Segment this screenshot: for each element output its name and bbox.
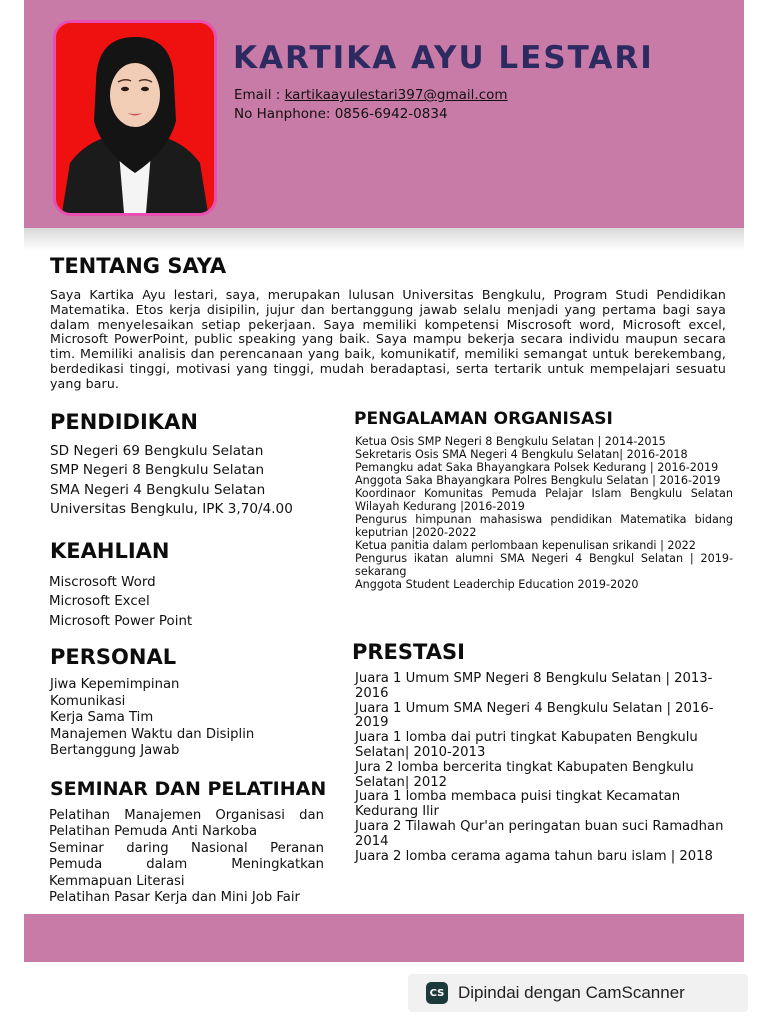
seminar-list: [49, 808, 324, 906]
seminar-item: Pelatihan Manajemen Organisasi dan Pelatihan Pemuda Anti Narkoba: [49, 808, 324, 840]
organization-item: Ketua panitia dalam perlombaan kepenulisan srikandi | 2022: [355, 539, 696, 552]
organization-item: Ketua Osis SMP Negeri 8 Bengkulu Selatan | 2014-2015: [355, 435, 666, 448]
phone-line: No Hanphone: 0856-6942-0834: [234, 106, 448, 122]
organization-item: Koordinaor Komunitas Pemuda Pelajar Islam Bengkulu Selatan Wilayah Kedurang |2016-2019: [355, 487, 733, 513]
education-item: SMA Negeri 4 Bengkulu Selatan: [50, 481, 266, 498]
email-line: [234, 87, 508, 103]
email-label: Email :: [234, 87, 285, 103]
prestasi-item: Juara 2 Tilawah Qur'an peringatan buan suci Ramadhan 2014: [355, 818, 724, 849]
seminar-item: Seminar daring Nasional Peranan Pemuda dalam Meningkatkan Kemmapuan Literasi: [49, 840, 324, 889]
seminar-item: Pelatihan Pasar Kerja dan Mini Job Fair: [49, 890, 300, 906]
organization-list: [355, 435, 733, 591]
skills-title: KEAHLIAN: [50, 539, 170, 563]
email-link[interactable]: kartikaayulestari397@gmail.com: [284, 87, 508, 103]
profile-photo: [53, 20, 217, 216]
skill-item: Miscrosoft Word: [49, 575, 156, 590]
footer-band: [24, 914, 744, 962]
prestasi-item: Juara 2 lomba cerama agama tahun baru islam | 2018: [355, 848, 713, 864]
prestasi-item: Juara 1 lomba dai putri tingkat Kabupaten Bengkulu Selatan| 2010-2013: [355, 730, 698, 760]
portrait-illustration: [56, 23, 214, 213]
seminar-title: SEMINAR DAN PELATIHAN: [50, 778, 327, 800]
personal-title: PERSONAL: [50, 645, 177, 669]
header-shadow: [24, 228, 744, 250]
about-title: TENTANG SAYA: [50, 254, 227, 278]
prestasi-item: Juara 1 lomba membaca puisi tingkat Kecamatan Kedurang Ilir: [355, 789, 681, 820]
personal-item: Bertanggung Jawab: [50, 743, 180, 759]
personal-item: Kerja Sama Tim: [50, 710, 154, 726]
education-item: Universitas Bengkulu, IPK 3,70/4.00: [50, 500, 293, 517]
skills-list: [49, 573, 192, 631]
prestasi-list: [355, 672, 740, 864]
organization-item: Anggota Saka Bhayangkara Polres Bengkulu Selatan | 2016-2019: [355, 474, 721, 487]
organization-item: Pengurus himpunan mahasiswa pendidikan Matematika bidang keputrian |2020-2022: [355, 513, 733, 539]
prestasi-item: Jura 2 lomba bercerita tingkat Kabupaten Bengkulu Selatan| 2012: [355, 759, 694, 790]
education-title: PENDIDIKAN: [50, 410, 198, 434]
organization-item: Sekretaris Osis SMA Negeri 4 Bengkulu Selatan| 2016-2018: [355, 448, 688, 461]
personal-item: Komunikasi: [50, 693, 126, 709]
camscanner-watermark: [408, 974, 748, 1012]
camscanner-label: Dipindai dengan CamScanner: [458, 983, 685, 1002]
resume-page: [24, 0, 744, 962]
personal-list: [50, 677, 254, 760]
camscanner-icon: CS: [426, 982, 448, 1004]
education-item: SD Negeri 69 Bengkulu Selatan: [50, 443, 264, 459]
about-text: Saya Kartika Ayu lestari, saya, merupakan lulusan Universitas Bengkulu, Program Studi Pendidikan Matematika. Etos kerja disipilin, jujur dan bertanggung jawab selalu menjadi yang pertama bagi saya dalam menyelesaikan setiap pekerjaan. Saya memiliki kompetensi Miscrosoft word, Microsoft excel, Microsoft PowerPoint, public speaking yang baik. Saya mampu bekerja secara individu maupun secara tim. Memiliki analisis dan perencanaan yang baik, komunikatif, memiliki semangat untuk berekembang, berdedikasi tinggi, motivasi yang tinggi, mudah beradaptasi, serta tertarik untuk mempelajari sesuatu yang baru.: [50, 287, 726, 391]
education-list: [50, 442, 293, 519]
organization-title: PENGALAMAN ORGANISASI: [354, 409, 613, 429]
candidate-name: KARTIKA AYU LESTARI: [233, 40, 654, 76]
personal-item: Manajemen Waktu dan Disiplin: [50, 726, 255, 742]
prestasi-title: PRESTASI: [352, 640, 465, 664]
organization-item: Anggota Student Leaderchip Education 2019-2020: [355, 578, 639, 591]
personal-item: Jiwa Kepemimpinan: [50, 677, 180, 692]
prestasi-item: Juara 1 Umum SMP Negeri 8 Bengkulu Selatan | 2013-2016: [355, 671, 713, 701]
organization-item: Pengurus ikatan alumni SMA Negeri 4 Bengkul Selatan | 2019-sekarang: [355, 552, 733, 578]
skill-item: Microsoft Excel: [49, 594, 150, 610]
prestasi-item: Juara 1 Umum SMA Negeri 4 Bengkulu Selatan | 2016-2019: [355, 700, 714, 731]
organization-item: Pemangku adat Saka Bhayangkara Polsek Kedurang | 2016-2019: [355, 461, 719, 474]
education-item: SMP Negeri 8 Bengkulu Selatan: [50, 462, 265, 479]
header-band: [24, 0, 744, 228]
skill-item: Microsoft Power Point: [49, 613, 193, 629]
